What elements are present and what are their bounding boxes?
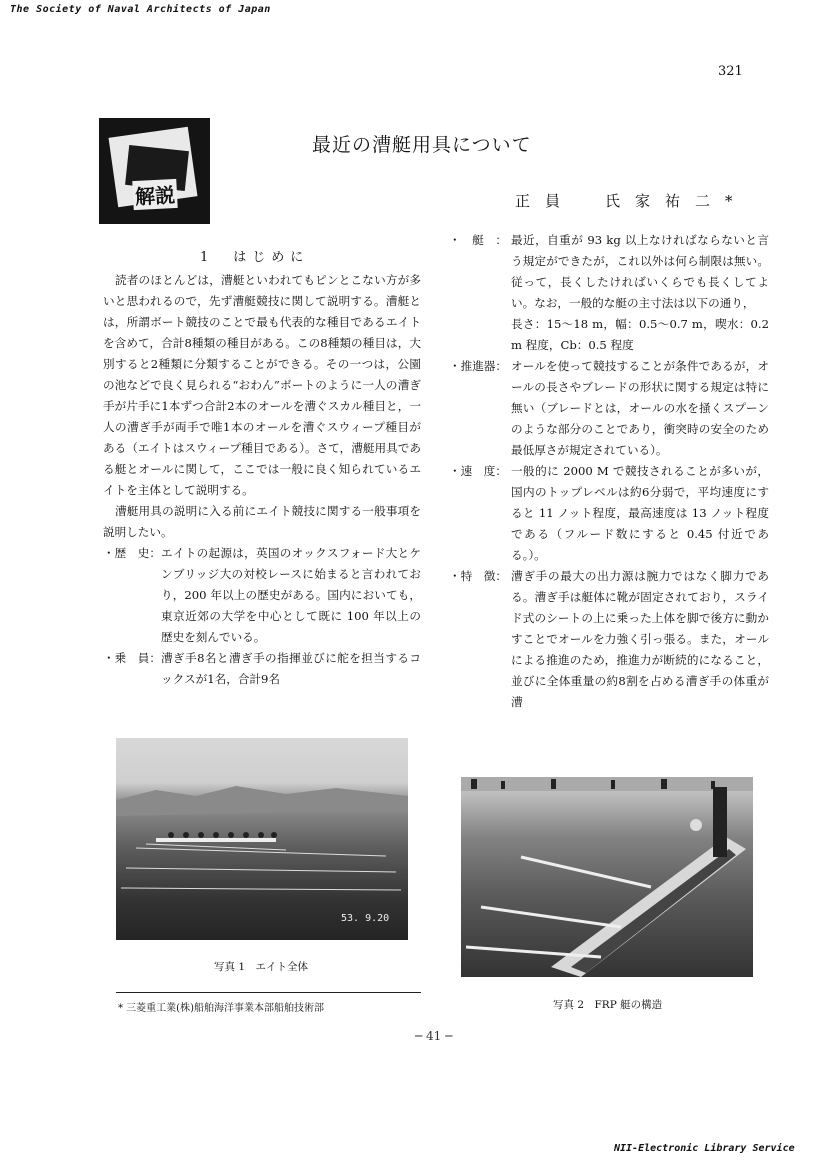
definition-text: 一般的に 2000 M で競技されることが多いが，国内のトップレベルは約6分弱で，平均速度にすると 11 ノット程度，最高速度は 13 ノット程度である（フルード数にすると 0.45 付近である。）。 [511,464,769,562]
definition-hull [449,230,769,356]
definition-speed [449,461,769,566]
footnote-rule [116,992,421,993]
definition-term: ・推進器： [449,359,507,373]
definition-text: オールを使って競技することが条件であるが，オールの長さやブレードの形状に関する規定は特に無い（ブレードとは，オールの水を掻くスプーンのような部分のことであり，衝突時の安全のため最低厚さが規定されている）。 [511,359,769,457]
intro-paragraph: 読者のほとんどは，漕艇といわれてもピンとこない方が多いと思われるので，先ず漕艇競技に関して説明する。漕艇とは，所謂ボート競技のことで最も代表的な種目であるエイトを含めて，合計8種類の種目がある。この8種類の種目は，大別すると2種類に分類することができる。その一つは，公園の池などで良く見られる“おわん”ボートのように一人の漕ぎ手が片手に1本ずつ合計2本のオールを漕ぐスカル種目と，一人の漕ぎ手が両手で唯1本のオールを漕ぐスウィープ種目がある（エイトはスウィープ種目である）。さて，漕艇用具である艇とオールに関して，ここでは一般に良く知られているエイトを主体として説明する。 [103,273,421,497]
right-column [449,230,769,713]
intro-paragraph-2: 漕艇用具の説明に入る前にエイト競技に関する一般事項を説明したい。 [103,504,421,539]
footnote: * 三菱重工業(株)船舶海洋事業本部船舶技術部 [118,1003,324,1014]
photo-date-stamp: 53. 9.20 [341,913,390,924]
definition-propulsor [449,356,769,461]
society-header: The Society of Naval Architects of Japan [10,4,271,15]
definition-history [103,543,421,648]
definition-dimensions: 長さ：15～18 m，幅：0.5～0.7 m，喫水：0.2 m 程度，Cb：0.5 程度 [511,317,769,352]
definition-text: 最近，自重が 93 kg 以上なければならないと言う規定ができたが，これ以外は何ら制限は無い。従って，長くしたければいくらでも長くしてよい。なお，一般的な艇の主寸法は以下の通り， [511,233,769,310]
author-line: 正員 氏家祐二* [515,192,748,210]
badge-label: 解説 [132,179,177,210]
definition-term: ・歴 史： [103,546,161,560]
definition-features [449,566,769,713]
definition-text: エイトの起源は，英国のオックスフォード大とケンブリッジ大の対校レースに始まると言われており，200 年以上の歴史がある。国内においても，東京近郊の大学を中心として既に 100 年以上の歴史を刻んでいる。 [161,546,421,644]
definition-term: ・速 度： [449,464,507,478]
article-title: 最近の漕艇用具について [312,134,532,156]
section-heading: 1 はじめに [200,250,310,265]
definition-term: ・特 徴： [449,569,507,583]
definition-term: ・ 艇 ： [449,233,507,247]
photo-eight-overall [116,738,408,940]
left-column [103,270,421,690]
kaisetsu-badge [99,118,210,224]
definition-text: 漕ぎ手8名と漕ぎ手の指揮並びに舵を担当するコックスが1名，合計9名 [161,651,421,686]
photo-frp-hull-structure [461,777,753,977]
page-number: 321 [718,64,743,79]
definition-text: 漕ぎ手の最大の出力源は腕力ではなく脚力である。漕ぎ手は艇体に靴が固定されており，スライド式のシートの上に乗った上体を脚で後方に動かすことでオールを力強く引っ張る。また，オールによる推進のため，推進力が断続的になること，並びに全体重量の約8割を占める漕ぎ手の体重が漕 [511,569,769,709]
bottom-page-marker: ─ 41 ─ [415,1029,453,1043]
photo1-caption: 写真 1 エイト全体 [214,961,309,973]
nii-footer: NII-Electronic Library Service [614,1143,795,1154]
photo2-caption: 写真 2 FRP 艇の構造 [553,999,663,1011]
definition-term: ・乗 員： [103,651,161,665]
definition-crew [103,648,421,690]
